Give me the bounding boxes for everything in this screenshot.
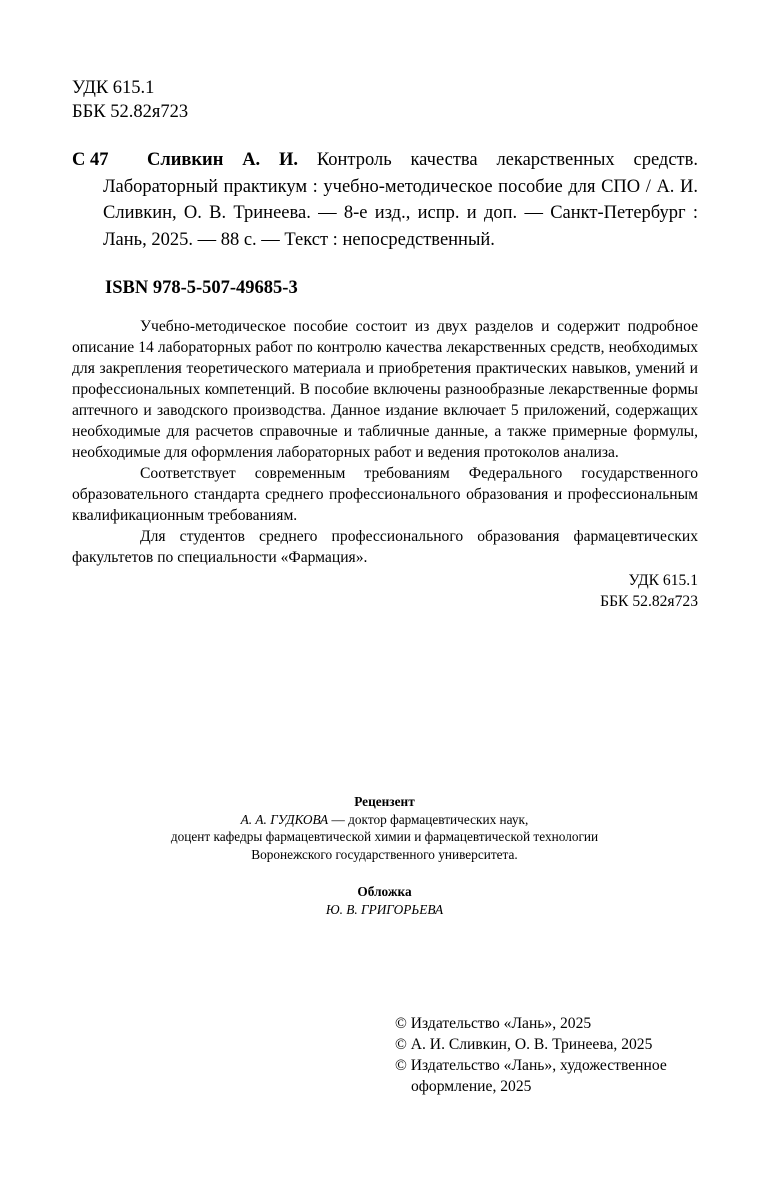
reviewer-name: А. А. ГУДКОВА (240, 811, 329, 827)
author-sign-code: С 47 (72, 150, 109, 170)
udk-code: УДК 615.1 (628, 572, 698, 589)
cover-credit-block (0, 883, 769, 918)
bbk-code: ББК 52.82я723 (72, 102, 189, 122)
isbn-number: ISBN 978-5-507-49685-3 (105, 278, 298, 298)
bibliographic-description (103, 147, 698, 253)
reviewer-degree: — доктор фармацевтических наук, (328, 811, 529, 827)
annotation (72, 316, 698, 568)
reviewer-block (0, 793, 769, 863)
bbk-code: ББК 52.82я723 (600, 593, 698, 610)
copyright-line: © А. И. Сливкин, О. В. Тринеева, 2025 (395, 1036, 653, 1053)
classification-block-bottom (600, 570, 698, 612)
reviewer-line (0, 811, 769, 829)
reviewer-position: доцент кафедры фармацевтической химии и фармацевтической технологии (170, 829, 599, 844)
cover-heading: Обложка (357, 884, 412, 899)
copyright-line: © Издательство «Лань», художественное оформление, 2025 (395, 1057, 667, 1095)
annotation-paragraph: Учебно-методическое пособие состоит из двух разделов и содержит подробное описание 14 лабораторных работ по контролю качества лекарственных средств, необходимых для закрепления теоретического материала и приобретения практических навыков, умений и профессиональных компетенций. В пособие включены разнообразные лекарственные формы аптечного и заводского производства. Данное издание включает 5 приложений, содержащих необходимые для расчетов справочные и табличные данные, а также примерные формулы, необходимые для оформления лабораторных работ и ведения протоколов анализа. (72, 318, 698, 461)
cover-designer-name: Ю. В. ГРИГОРЬЕВА (325, 901, 444, 917)
reviewer-heading: Рецензент (354, 794, 415, 809)
catalog-entry (72, 147, 698, 253)
copyright-line: © Издательство «Лань», 2025 (395, 1015, 592, 1032)
annotation-paragraph: Соответствует современным требованиям Федерального государственного образовательного стандарта среднего профессионального образования и профессиональным квалификационным требованиям. (72, 465, 698, 524)
author-name: Сливкин А. И. (147, 150, 299, 170)
copyright-block (395, 1013, 715, 1097)
bibliographic-text: Контроль качества лекарственных средств. Лабораторный практикум : учебно-методическое пособие для СПО / А. И. Сливкин, О. В. Тринеева. — 8-е изд., испр. и доп. — Санкт-Петербург : Лань, 2025. — 88 с. — Текст : непосредственный. (103, 150, 698, 250)
classification-block-top (72, 76, 188, 124)
annotation-paragraph: Для студентов среднего профессионального образования фармацевтических факультетов по специальности «Фармация». (72, 528, 698, 566)
reviewer-affiliation: Воронежского государственного университета. (251, 846, 518, 862)
udk-code: УДК 615.1 (72, 78, 155, 98)
